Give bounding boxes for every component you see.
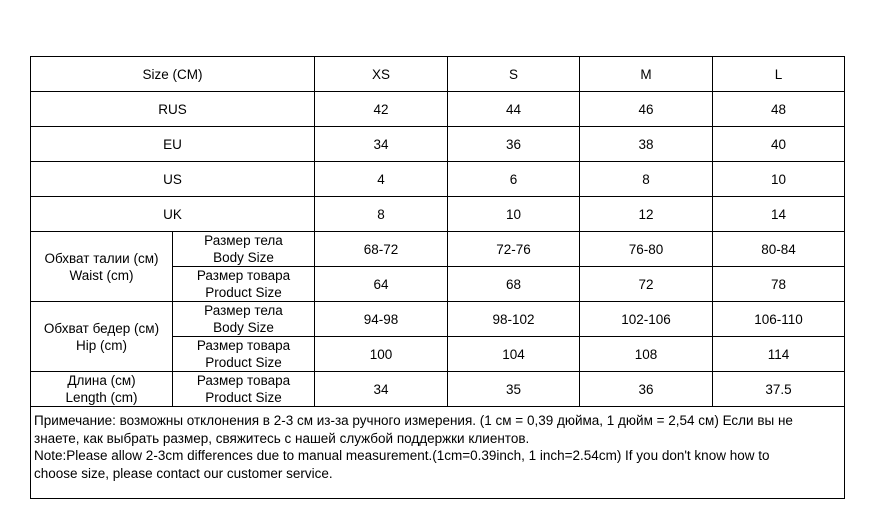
sublabel-en: Body Size: [213, 320, 274, 335]
size-header-label: Size (CM): [31, 57, 315, 92]
eu-value: 36: [448, 127, 580, 162]
size-chart-table: [30, 56, 845, 499]
us-row: [31, 162, 845, 197]
hip-product-value: 100: [315, 337, 448, 372]
hip-product-value: 114: [713, 337, 845, 372]
waist-body-row: [31, 232, 845, 267]
uk-value: 14: [713, 197, 845, 232]
note-ru-line-2: знаете, как выбрать размер, свяжитесь с нашей службой поддержки клиентов.: [34, 430, 530, 446]
hip-label-ru: Обхват бедер (см): [43, 320, 160, 336]
hip-label-en: Hip (cm): [76, 337, 127, 353]
note-en-line-2: choose size, please contact our customer service.: [34, 465, 333, 481]
hip-body-value: 94-98: [315, 302, 448, 337]
sublabel-en: Body Size: [213, 250, 274, 265]
hip-product-sublabel: [173, 337, 315, 372]
length-product-row: [31, 372, 845, 407]
rus-label: RUS: [31, 92, 315, 127]
uk-label: UK: [31, 197, 315, 232]
waist-body-value: 68-72: [315, 232, 448, 267]
rus-value: 46: [580, 92, 713, 127]
size-m-header: M: [580, 57, 713, 92]
rus-value: 42: [315, 92, 448, 127]
us-value: 6: [448, 162, 580, 197]
eu-row: [31, 127, 845, 162]
us-value: 8: [580, 162, 713, 197]
note-en-line-1: Note:Please allow 2-3cm differences due to manual measurement.(1cm=0.39inch, 1 inch=2.54cm) If you don't know how to: [34, 448, 770, 463]
uk-value: 10: [448, 197, 580, 232]
uk-row: [31, 197, 845, 232]
length-product-value: 35: [448, 372, 580, 407]
length-product-value: 37.5: [713, 372, 845, 407]
eu-value: 34: [315, 127, 448, 162]
length-label-en: Length (cm): [65, 390, 138, 405]
us-label: US: [31, 162, 315, 197]
rus-row: [31, 92, 845, 127]
hip-body-row: [31, 302, 845, 337]
rus-value: 44: [448, 92, 580, 127]
waist-body-value: 76-80: [580, 232, 713, 267]
size-note: [31, 407, 845, 499]
waist-body-value: 80-84: [713, 232, 845, 267]
hip-body-value: 106-110: [713, 302, 845, 337]
sublabel-en: Product Size: [205, 390, 282, 405]
eu-value: 40: [713, 127, 845, 162]
size-l-header: L: [713, 57, 845, 92]
uk-value: 8: [315, 197, 448, 232]
size-xs-header: XS: [315, 57, 448, 92]
sublabel-en: Product Size: [205, 285, 282, 300]
note-ru-line-1: Примечание: возможны отклонения в 2-3 см из-за ручного измерения. (1 см = 0,39 дюйма, 1 дюйм = 2,54 см) Если вы не: [34, 413, 793, 428]
rus-value: 48: [713, 92, 845, 127]
sublabel-ru: Размер тела: [204, 233, 283, 248]
waist-label-ru: Обхват талии (см): [44, 250, 159, 266]
length-label-ru: Длина (см): [67, 373, 136, 388]
waist-body-value: 72-76: [448, 232, 580, 267]
us-value: 4: [315, 162, 448, 197]
waist-product-value: 64: [315, 267, 448, 302]
hip-label: [31, 302, 173, 372]
sublabel-ru: Размер тела: [204, 303, 283, 318]
size-s-header: S: [448, 57, 580, 92]
sublabel-ru: Размер товара: [196, 268, 291, 283]
length-product-value: 34: [315, 372, 448, 407]
hip-product-value: 108: [580, 337, 713, 372]
hip-product-value: 104: [448, 337, 580, 372]
length-product-sublabel: [173, 372, 315, 407]
hip-body-value: 98-102: [448, 302, 580, 337]
waist-product-value: 78: [713, 267, 845, 302]
header-row: [31, 57, 845, 92]
sublabel-ru: Размер товара: [196, 338, 291, 353]
waist-body-sublabel: [173, 232, 315, 267]
waist-product-value: 68: [448, 267, 580, 302]
eu-label: EU: [31, 127, 315, 162]
sublabel-ru: Размер товара: [196, 373, 291, 388]
hip-body-value: 102-106: [580, 302, 713, 337]
waist-label: [31, 232, 173, 302]
eu-value: 38: [580, 127, 713, 162]
us-value: 10: [713, 162, 845, 197]
note-row: [31, 407, 845, 499]
length-label: [31, 372, 173, 407]
uk-value: 12: [580, 197, 713, 232]
hip-body-sublabel: [173, 302, 315, 337]
waist-product-value: 72: [580, 267, 713, 302]
waist-label-en: Waist (cm): [69, 267, 134, 283]
waist-product-sublabel: [173, 267, 315, 302]
length-product-value: 36: [580, 372, 713, 407]
sublabel-en: Product Size: [205, 355, 282, 370]
